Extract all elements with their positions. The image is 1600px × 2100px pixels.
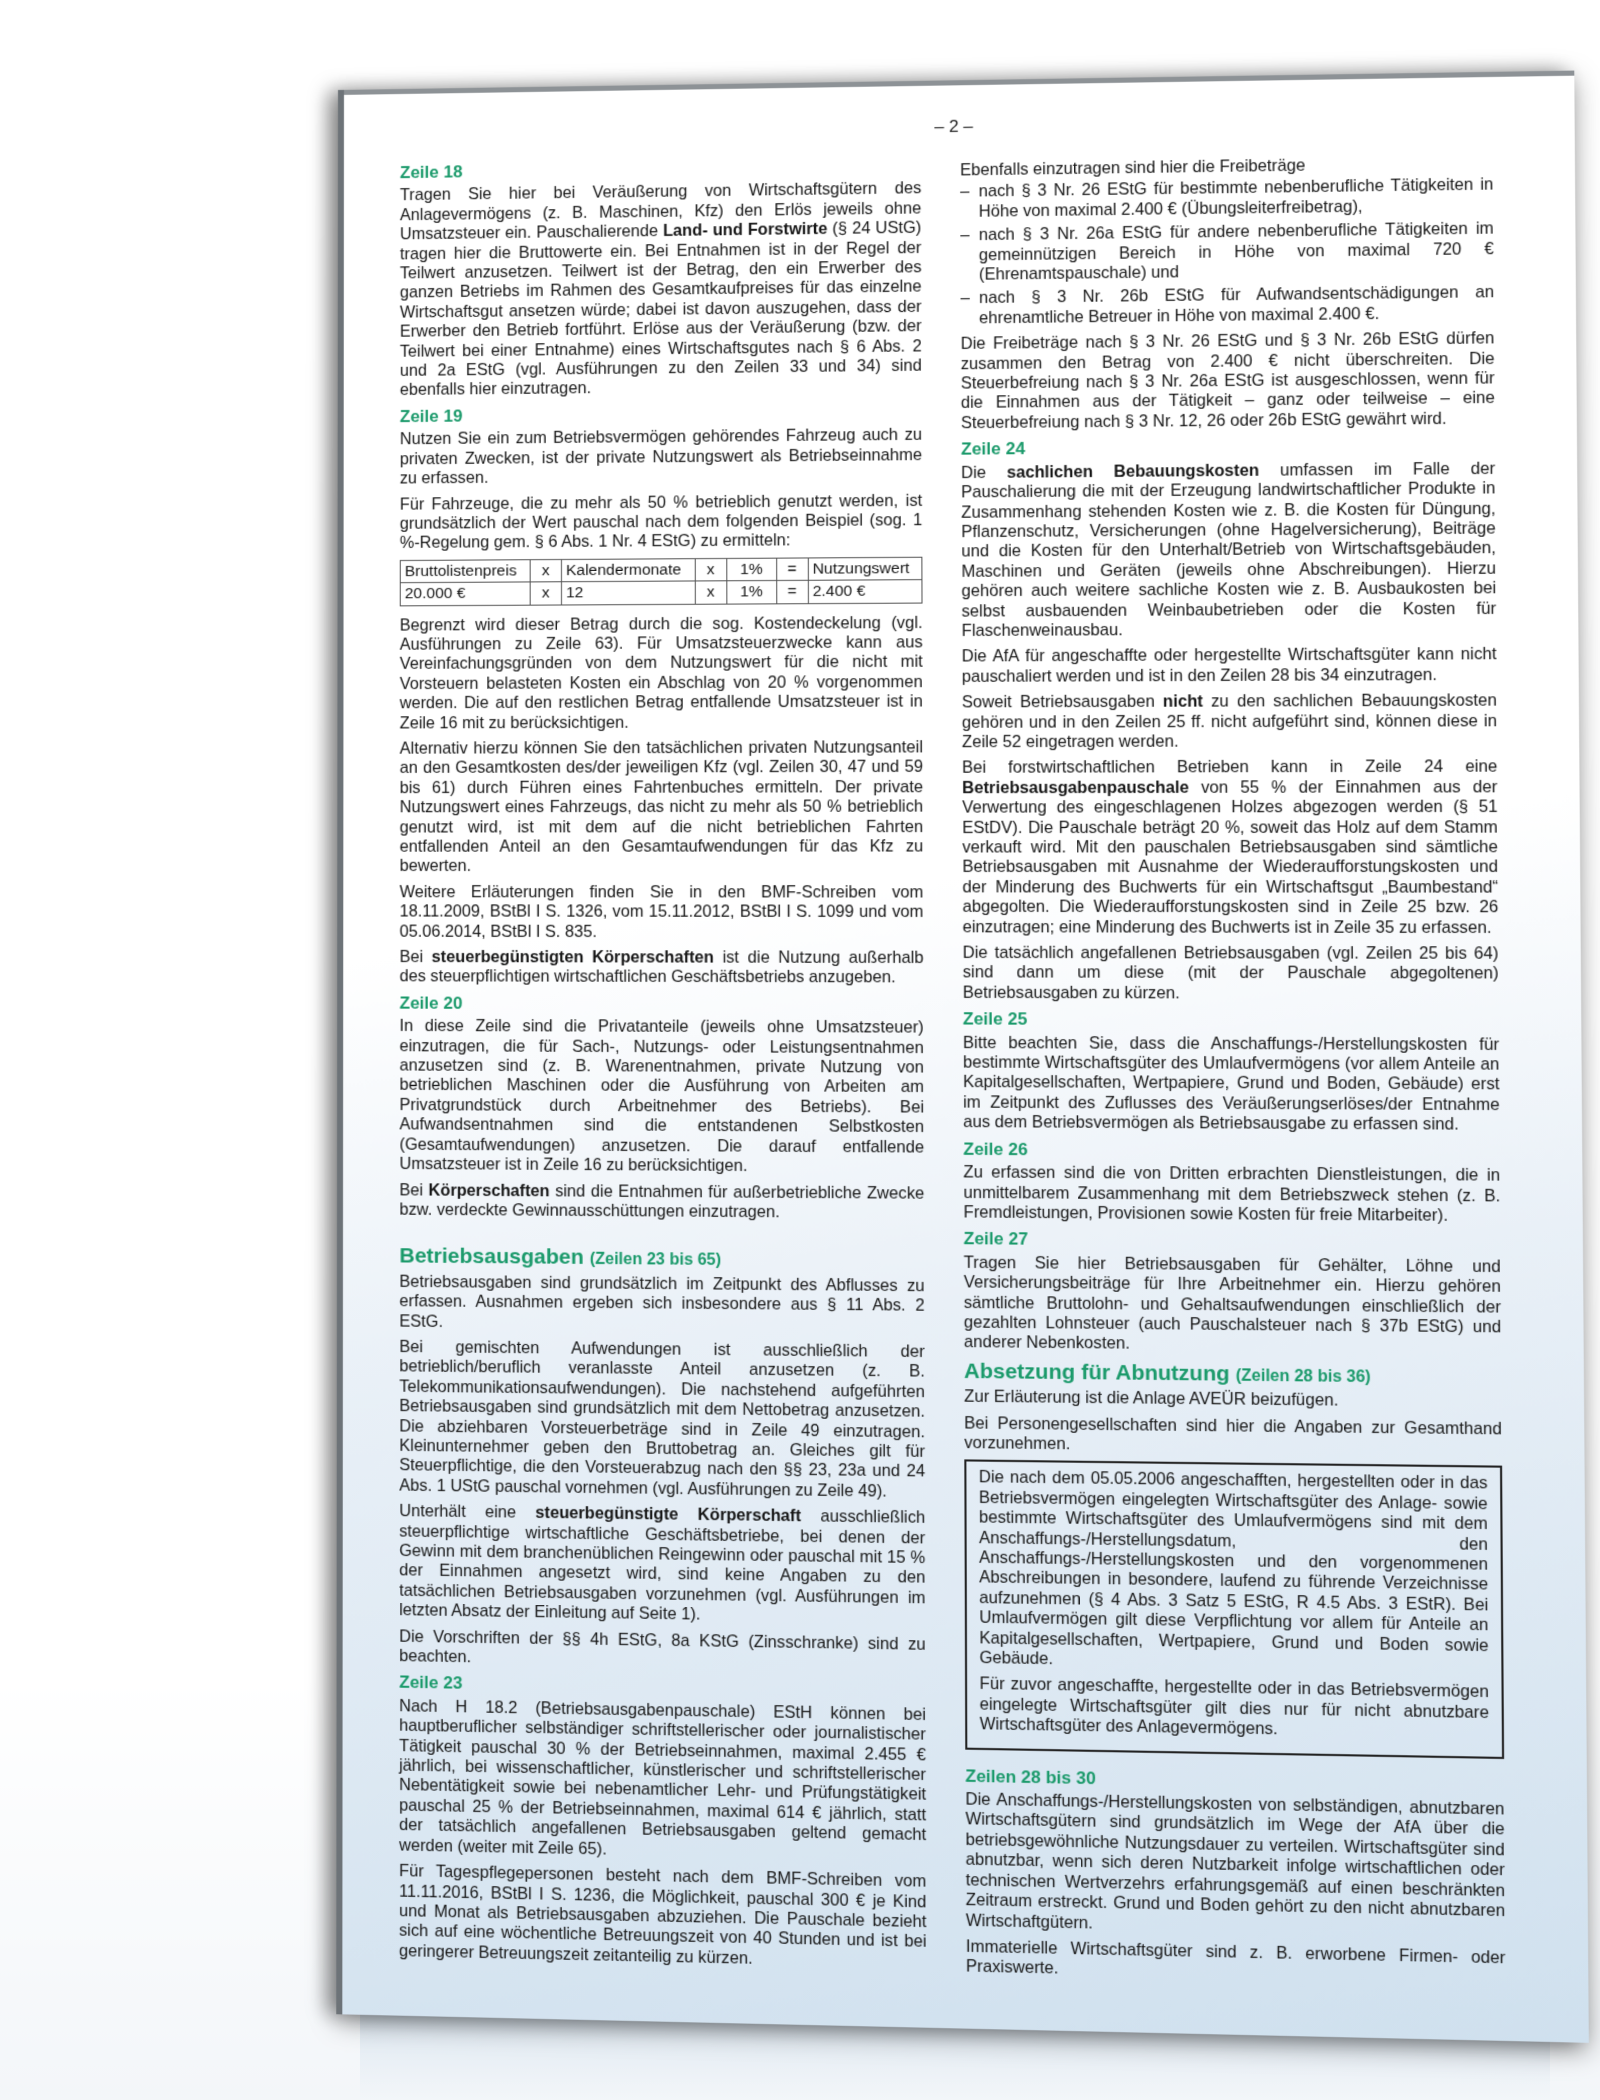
section-zeilen-28-30	[965, 1766, 1505, 1989]
paragraph: Bei steuerbegünstigten Körperschaften ist die Nutzung außerhalb des steuerpflichtigen wirtschaftlichen Geschäftsbetriebs anzugeben.	[399, 947, 924, 987]
paragraph: Für Fahrzeuge, die zu mehr als 50 % betrieblich genutzt werden, ist grundsätzlich der Wert pauschal nach dem folgenden Beispiel (sog. 1 %-Regelung gem. § 6 Abs. 1 Nr. 4 EStG) zu ermitteln:	[399, 491, 923, 553]
paragraph: Bei Körperschaften sind die Entnahmen für außerbetriebliche Zwecke bzw. verdeckte Gewinnausschüttungen einzutragen.	[399, 1180, 925, 1222]
page-number: – 2 –	[934, 116, 974, 137]
paragraph: Bitte beachten Sie, dass die Anschaffungs-/Herstellungskosten für bestimmte Wirtschaftsgüter des Umlaufvermögens (vor allem Anteile an Kapitalgesellschaften, Wertpapiere, Grund und Boden, Gebäude) erst im Zeitpunkt des Zuflusses des Veräußerungserlöses/der Entnahme aus dem Betriebsvermögen als Betriebsausgabe zu erfassen sind.	[962, 1033, 1500, 1135]
section-heading: Zeilen 28 bis 30	[965, 1765, 1096, 1788]
section-heading: Zeile 23	[399, 1672, 463, 1694]
section-freibetraege	[960, 154, 1495, 434]
section-heading: Zeile 24	[960, 439, 1026, 460]
paragraph: In diese Zeile sind die Privatanteile (jeweils ohne Umsatzsteuer) einzutragen, die für Sach-, Nutzungs- oder Leistungsentnahmen anzusetzen sind (z. B. Warenentnahmen, private Nutzung von betrieblichen Maschinen oder die Ausführung von Arbeiten am Privatgrundstück durch Arbeitnehmer des Betriebs). Bei Aufwandsentnahmen sind die entstandenen Selbstkosten (Gesamtaufwendungen) anzusetzen. Die darauf entfallende Umsatzsteuer ist in Zeile 16 zu berücksichtigen.	[399, 1017, 925, 1176]
paragraph: Bei forstwirtschaftlichen Betrieben kann in Zeile 24 eine Betriebsausgabenpauschale von 55 % der Einnahmen aus der Verwertung des eingeschlagenen Holzes abgezogen werden (§ 51 EStDV). Die Pauschale beträgt 20 %, soweit das Holz auf dem Stamm verkauft wird. Mit den pauschalen Betriebsausgaben sind sämtliche Betriebsausgaben mit Ausnahme der Wiederaufforstungskosten und der Minderung des Buchwerts für ein Wirtschaftsgut „Baumbestand“ abgegolten. Die Wiederaufforstungskosten sind in Zeile 25 bzw. 26 einzutragen; eine Minderung des Buchwerts ist in Zeile 35 zu erfassen.	[962, 757, 1499, 937]
freibetraege-list	[960, 176, 1494, 329]
paragraph: Begrenzt wird dieser Betrag durch die sog. Kostendeckelung (vgl. Ausführungen zu Zeile 63). Für Umsatzsteuerzwecke kann aus Vereinfachungsgründen von dem Nutzungswert für die nicht mit Vorsteuern belasteten Kosten ein Abschlag von 20 % vorgenommen werden. Die auf den restlichen Betrag entfallende Umsatzsteuer ist in Zeile 16 mit zu berücksichtigen.	[399, 613, 923, 733]
paragraph: Die tatsächlich angefallenen Betriebsausgaben (vgl. Zeilen 25 bis 64) sind dann um diese (mit der Pauschale abgegoltenen) Betriebsausgaben zu kürzen.	[962, 943, 1499, 1003]
section-zeile-23	[399, 1673, 927, 1973]
section-betriebsausgaben	[399, 1246, 926, 1675]
table-header-row: Bruttolistenpreis x Kalendermonate x 1% = Nutzungswert	[400, 557, 922, 583]
paragraph: Die Anschaffungs-/Herstellungskosten von selbständigen, abnutzbaren Wirtschaftsgütern sind grundsätzlich im Wege der AfA über die betriebsgewöhnliche Nutzungsdauer zu verteilen. Wirtschaftsgüter sind abnutzbar, wenn sich deren Nutzbarkeit infolge wirtschaftlichen oder technischen Wertverzehrs erfahrungsgemäß auf einen beschränkten Zeitraum erstreckt. Grund und Boden gehört zu den nicht abnutzbaren Wirtschaftgütern.	[965, 1790, 1506, 1933]
section-heading: Zeile 20	[399, 993, 463, 1013]
section-heading: Zeile 19	[399, 406, 463, 427]
chapter-heading: Absetzung für Abnutzung (Zeilen 28 bis 36)	[963, 1359, 1371, 1386]
left-column	[399, 150, 927, 1979]
paragraph: Soweit Betriebsausgaben nicht zu den sachlichen Bebauungskosten gehören und in den Zeilen 25 ff. nicht aufgeführt sind, können diese in Zeile 52 eingetragen werden.	[961, 691, 1498, 752]
paragraph: Weitere Erläuterungen finden Sie in den BMF-Schreiben vom 18.11.2009, BStBl I S. 1326, vom 15.11.2012, BStBl I S. 1099 und vom 05.06.2014, BStBl I S. 835.	[399, 882, 924, 941]
section-zeile-20	[399, 993, 924, 1223]
section-heading: Zeile 18	[399, 162, 463, 183]
list-item: – nach § 3 Nr. 26a EStG für andere nebenberufliche Tätigkeiten im gemeinnützigen Bereich in Höhe von maximal 720 € (Ehrenamtspauschale) und	[960, 220, 1494, 286]
paragraph: Die Freibeträge nach § 3 Nr. 26 EStG und § 3 Nr. 26b EStG dürfen zusammen den Betrag von 2.400 € nicht überschreiten. Die Steuerbefreiung nach § 3 Nr. 26a EStG ist ausgeschlossen, wenn für die Einnahmen aus der Tätigkeit – ganz oder teilweise – eine Steuerbefreiung nach § 3 Nr. 12, 26 oder 26b EStG gewährt wird.	[960, 329, 1495, 433]
section-zeile-26	[963, 1139, 1500, 1227]
right-column	[960, 154, 1506, 1996]
paragraph: Die sachlichen Bebauungskosten umfassen im Falle der Pauschalierung die mit der Erzeugung landwirtschaftlicher Produkte in Zusammenhang stehenden Kosten wie z. B. die Kosten für Düngung, Pflanzenschutz, Versicherungen (ohne Hagelversicherung), Beiträge und die Kosten für den Unterhalt/Betrieb von Wirtschaftsgebäuden, Maschinen und Geräten (jeweils ohne Abschreibungen). Hierzu gehören auch weitere sachliche Kosten wie z. B. Ausbaukosten bei selbst ausbauenden Weinbaubetrieben oder die Kosten für Flaschenweinausbau.	[961, 459, 1497, 640]
section-zeile-24	[961, 435, 1499, 1005]
section-zeile-19	[400, 402, 924, 988]
paragraph: Betriebsausgaben sind grundsätzlich im Zeitpunkt des Abflusses zu erfassen. Ausnahmen ergeben sich insbesondere aus § 11 Abs. 2 EStG.	[399, 1272, 925, 1331]
nutzungswert-table	[400, 556, 923, 605]
section-heading: Zeile 25	[962, 1009, 1028, 1030]
document-page	[336, 71, 1589, 2043]
paragraph: Alternativ hierzu können Sie den tatsächlichen privaten Nutzungsanteil an den Gesamtkosten des/der jeweiligen Kfz (vgl. Zeilen 30, 47 und 59 bis 61) durch Führen eines Fahrtenbuches ermitteln. Der private Nutzungswert eines Fahrzeugs, das nicht zu mehr als 50 % betrieblich genutzt wird, ist mit dem auf die nicht betrieblichen Fahrten entfallenden Anteil an den Gesamtaufwendungen für das Kfz zu bewerten.	[399, 738, 924, 876]
section-heading: Zeile 26	[963, 1139, 1028, 1159]
paragraph: Bei Personengesellschaften sind hier die Angaben zur Gesamthand vorzunehmen.	[964, 1413, 1502, 1454]
list-item: – nach § 3 Nr. 26 EStG für bestimmte nebenberufliche Tätigkeiten in Höhe von maximal 2.400 € (Übungsleiterfreibetrag),	[960, 176, 1493, 223]
paragraph: Tragen Sie hier Betriebsausgaben für Gehälter, Löhne und Versicherungsbeiträge für Ihre Arbeitnehmer ein. Hierzu gehören sämtliche Bruttolohn- und Gehaltsaufwendungen einschließlich der gezahlten Lohnsteuer (auch Pauschalsteuer nach § 37b EStG) und anderer Nebenkosten.	[963, 1253, 1502, 1354]
list-item: – nach § 3 Nr. 26b EStG für Aufwandsentschädigungen an ehrenamtliche Betreuer in Höhe von maximal 2.400 €.	[961, 283, 1495, 329]
paragraph: Immaterielle Wirtschaftsgüter sind z. B. erworbene Firmen- oder Praxiswerte.	[965, 1937, 1506, 1978]
info-box	[964, 1460, 1504, 1759]
section-heading: Zeile 27	[963, 1229, 1029, 1250]
paragraph: Nutzen Sie ein zum Betriebsvermögen gehörendes Fahrzeug auch zu privaten Zwecken, ist der private Nutzungswert als Betriebseinnahme zu erfassen.	[399, 425, 923, 488]
paragraph: Die Vorschriften der §§ 4h EStG, 8a KStG (Zinsschranke) sind zu beachten.	[399, 1626, 926, 1667]
section-afa	[964, 1361, 1504, 1758]
section-zeile-27	[964, 1229, 1502, 1358]
paragraph: Ebenfalls einzutragen sind hier die Freibeträge	[960, 156, 1306, 180]
section-zeile-25	[963, 1009, 1500, 1135]
paragraph: Tragen Sie hier bei Veräußerung von Wirtschaftsgütern des Anlagevermögens (z. B. Maschinen, Kfz) den Erlös jeweils ohne Umsatzsteuer ein. Pauschalierende Land- und Forstwirte (§ 24 UStG) tragen hier die Bruttowerte ein. Bei Entnahmen ist in der Regel der Teilwert anzusetzen. Teilwert ist der Betrag, den ein Erwerber des ganzen Betriebs im Rahmen des Gesamtkaufpreises für das einzelne Wirtschaftsgut ansetzen würde; dabei ist davon auszugehen, dass der Erwerber den Betrieb fortführt. Erlöse aus der Veräußerung (bzw. der Teilwert bei einer Entnahme) eines Wirtschaftsgutes nach § 6 Abs. 2 und 2a EStG (vgl. Ausführungen zu den Zeilen 33 und 34) sind ebenfalls hier einzutragen.	[399, 179, 922, 400]
paragraph: Die nach dem 05.05.2006 angeschafften, hergestellten oder in das Betriebsvermögen eingelegten Wirtschaftsgüter des Anlage- sowie bestimmte Wirtschaftsgüter des Umlaufvermögens sind mit dem Anschaffungs-/Herstellungsdatum, den Anschaffungs-/Herstellungskosten und den vorgenommenen Abschreibungen in besondere, laufend zu führende Verzeichnisse aufzunehmen (§ 4 Abs. 3 Satz 5 EStG, R 4.5 Abs. 3 EStR). Bei Umlaufvermögen gilt diese Verpflichtung vor allem für Anteile an Kapitalgesellschaften, Wertpapiere, Grund und Boden sowie Gebäude.	[978, 1468, 1489, 1669]
section-zeile-18	[400, 156, 922, 401]
paragraph: Zu erfassen sind die von Dritten erbrachten Dienstleistungen, die in unmittelbarem Zusammenhang mit dem Betriebszweck stehen (z. B. Fremdleistungen, Provisionen sowie Kosten für freie Mitarbeiter).	[963, 1163, 1501, 1225]
paragraph: Unterhält eine steuerbegünstigte Körperschaft ausschließlich steuerpflichtige wirtschaftliche Geschäftsbetriebe, bei denen der Gewinn mit dem branchenüblichen Reingewinn oder pauschal mit 15 % der Einnahmen angesetzt wird, sind keine Angaben zu den tatsächlichen Betriebsausgaben vorzunehmen (vgl. Ausführungen im letzten Absatz der Einleitung auf Seite 1).	[399, 1501, 926, 1624]
paragraph: Nach H 18.2 (Betriebsausgabenpauschale) EStH können bei hauptberuflicher selbständiger schriftstellerischer oder journalistischer Tätigkeit pauschal 30 % der Betriebseinnahmen, maximal 2.455 € jährlich, bei wissenschaftlicher, künstlerischer und schriftstellerischer Nebentätigkeit sowie bei nebenamtlicher Lehr- und Prüfungstätigkeit pauschal 25 % der Betriebseinnahmen, maximal 614 € jährlich, statt der tatsächlich angefallenen Betriebsausgaben geltend gemacht werden (weiter mit Zeile 65).	[399, 1696, 927, 1859]
paragraph: Für Tagespflegepersonen besteht nach dem BMF-Schreiben vom 11.11.2016, BStBl I S. 1236, die Möglichkeit, pauschal 300 € je Kind und Monat als Betriebsausgaben abzuziehen. Die Pauschale bezieht sich auf eine wöchentliche Betreuungszeit von 40 Stunden und ist bei geringerer Betreuungszeit zeitanteilig zu kürzen.	[399, 1861, 927, 1968]
paragraph: Bei gemischten Aufwendungen ist ausschließlich der betrieblich/beruflich veranlasste Anteil anzusetzen (z. B. Telekommunikationsaufwendungen). Die nachstehend aufgeführten Betriebsausgaben sind grundsätzlich mit dem Nettobetrag anzusetzen. Die abziehbaren Vorsteuerbeträge sind in Zeile 49 einzutragen. Kleinunternehmer geben den Bruttobetrag an. Gleiches gilt für Steuerpflichtige, die den Vorsteuerabzug nach den §§ 23, 23a und 24 Abs. 1 UStG pauschal vornehmen (vgl. Ausführungen zu Zeile 49).	[399, 1337, 926, 1501]
paragraph: Zur Erläuterung ist die Anlage AVEÜR beizufügen.	[964, 1387, 1339, 1410]
chapter-heading: Betriebsausgaben (Zeilen 23 bis 65)	[399, 1244, 722, 1270]
paragraph: Die AfA für angeschaffte oder hergestellte Wirtschaftsgüter kann nicht pauschaliert werden und ist in den Zeilen 28 bis 34 einzutragen.	[961, 645, 1497, 686]
table-row: 20.000 € x 12 x 1% = 2.400 €	[400, 580, 922, 606]
paragraph: Für zuvor angeschaffte, hergestellte oder in das Betriebsvermögen eingelegte Wirtschaftsgüter gilt dies nur für nicht abnutzbare Wirtschaftsgüter des Anlagevermögens.	[979, 1674, 1490, 1739]
